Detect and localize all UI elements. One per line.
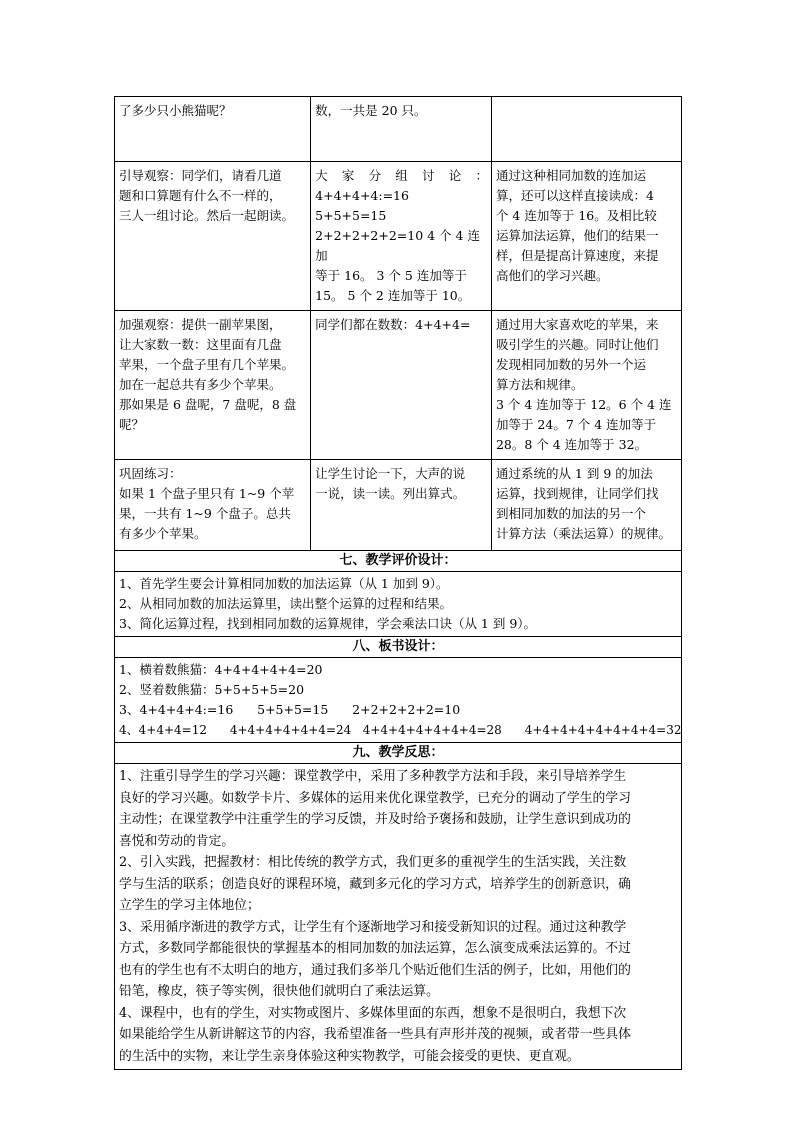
cell-line: 通过系统的从 1 到 9 的加法 xyxy=(495,466,653,481)
cell-line: 加在一起总共有多少个苹果。 xyxy=(119,377,282,392)
reflection-line: 1、注重引导学生的学习兴趣：课堂教学中，采用了多种教学方法和手段，来引导培养学生 xyxy=(119,769,627,784)
cell-line: 28。8 个 4 连加等于 32。 xyxy=(495,437,648,452)
section-8-title: 八、板书设计： xyxy=(115,637,682,658)
cell-line: 吸引学生的兴趣。同时让他们 xyxy=(495,337,659,352)
reflection-line: 学与生活的联系；创造良好的课程环境，藏到多元化的学习方式，培养学生的创新意识，确 xyxy=(119,876,631,892)
blackboard-design-cell xyxy=(115,658,682,743)
cell-line: 有多少个苹果。 xyxy=(119,526,207,541)
list-item: 3、4+4+4+4:=16 5+5+5=15 2+2+2+2+2=10 xyxy=(119,702,461,717)
design-intent-cell xyxy=(491,311,681,460)
reflection-line: 立学生的学习主体地位； xyxy=(119,898,260,913)
reflection-line: 喜悦和劳动的肯定。 xyxy=(119,833,235,849)
list-item: 2、竖着数熊猫：5+5+5+5=20 xyxy=(119,682,305,697)
evaluation-design-cell xyxy=(115,572,682,637)
table-row xyxy=(115,311,682,460)
cell-line: 同学们都在数数：4+4+4= xyxy=(315,317,471,332)
cell-line: 大 家 分 组 讨 论 ： xyxy=(315,168,488,183)
cell-line: 呢？ xyxy=(119,417,145,432)
list-item: 1、横着数熊猫：4+4+4+4+4=20 xyxy=(119,662,323,677)
design-intent-cell xyxy=(491,162,681,311)
cell-line: 个 4 连加等于 16。及相比较 xyxy=(495,208,657,223)
list-item: 3、简化运算过程，找到相同加数的运算规律，学会乘法口诀（从 1 到 9）。 xyxy=(119,616,537,631)
reflection-line: 也有的学生也有不太明白的地方，通过我们多举几个贴近他们生活的例子，比如，用他们的 xyxy=(119,962,631,978)
section-7-title: 七、教学评价设计： xyxy=(115,551,682,572)
cell-line: 苹果，一个盘子里有几个苹果。 xyxy=(119,357,295,372)
cell-line: 到相同加数的加法的另一个 xyxy=(495,506,646,521)
cell-line: 等于 16。 3 个 5 连加等于 xyxy=(315,268,467,283)
reflection-line: 良好的学习兴趣。如数学卡片、多媒体的运用来优化课堂教学，已充分的调动了学生的学习 xyxy=(119,790,631,806)
cell-line: 计算方法（乘法运算）的规律。 xyxy=(495,526,671,541)
reflection-line: 如果能给学生从新讲解这节的内容，我希望准备一些具有声形并茂的视频，或者带一些具体 xyxy=(119,1027,631,1042)
reflection-line: 的生活中的实物，来让学生亲身体验这种实物教学，可能会接受的更快、更直观。 xyxy=(119,1048,580,1064)
student-activity-cell xyxy=(311,162,492,311)
table-row xyxy=(115,460,682,551)
cell-line: 发现相同加数的另外一个运 xyxy=(495,357,646,372)
section-header-row xyxy=(115,743,682,764)
cell-line: 如果 1 个盘子里只有 1~9 个苹 xyxy=(119,486,295,501)
cell-line: 算，还可以这样直接读成：4 xyxy=(495,188,654,203)
section-body-row xyxy=(115,658,682,743)
table-row xyxy=(115,162,682,311)
list-item: 4、4+4+4=12 4+4+4+4+4+4=24 4+4+4+4+4+4+4=28 4+4+4+4+4+4+4+4=32 xyxy=(119,723,682,737)
cell-line: 高他们的学习兴趣。 xyxy=(495,268,609,283)
cell-line: 三人一组讨论。然后一起朗读。 xyxy=(119,208,295,223)
cell-line: 4+4+4+4:=16 xyxy=(315,188,409,203)
teacher-activity-cell xyxy=(115,97,311,162)
student-activity-cell xyxy=(311,97,492,162)
reflection-line: 铅笔，橡皮，筷子等实例，很快他们就明白了乘法运算。 xyxy=(119,984,439,999)
reflection-line: 4、课程中，也有的学生，对实物或图片、多媒体里面的东西，想象不是很明白，我想下次 xyxy=(119,1005,627,1021)
cell-line: 巩固练习： xyxy=(119,466,182,481)
cell-line: 数，一共是 20 只。 xyxy=(315,103,427,118)
cell-line: 3 个 4 连加等于 12。6 个 4 连 xyxy=(495,397,672,412)
teaching-reflection-cell xyxy=(115,764,682,1070)
cell-line: 15。 5 个 2 连加等于 10。 xyxy=(315,288,471,303)
student-activity-cell xyxy=(311,311,492,460)
reflection-line: 方式，多数同学都能很快的掌握基本的相同加数的加法运算，怎么演变成乘法运算的。不过 xyxy=(119,941,631,956)
cell-line: 运算，找到规律，让同学们找 xyxy=(495,486,659,501)
section-header-row xyxy=(115,551,682,572)
section-9-title: 九、教学反思： xyxy=(115,743,682,764)
cell-line: 通过用大家喜欢吃的苹果，来 xyxy=(495,317,659,332)
cell-line: 算方法和规律。 xyxy=(495,377,584,392)
cell-line: 了多少只小熊猫呢？ xyxy=(119,103,232,118)
section-body-row xyxy=(115,572,682,637)
cell-line: 运算加法运算，他们的结果一 xyxy=(495,228,659,243)
section-header-row xyxy=(115,637,682,658)
cell-line: 5+5+5=15 xyxy=(315,208,387,223)
lesson-plan-table xyxy=(114,96,682,1070)
section-body-row xyxy=(115,764,682,1070)
cell-line: 果，一共有 1~9 个盘子。总共 xyxy=(119,506,291,521)
cell-line: 加等于 24。7 个 4 连加等于 xyxy=(495,417,657,432)
design-intent-cell xyxy=(491,97,681,162)
cell-line: 题和口算题有什么不一样的， xyxy=(119,188,282,203)
list-item: 1、首先学生要会计算相同加数的加法运算（从 1 加到 9）。 xyxy=(119,576,449,591)
teacher-activity-cell xyxy=(115,311,311,460)
cell-line: 通过这种相同加数的连加运 xyxy=(495,168,646,183)
lesson-plan-page xyxy=(114,96,682,1070)
cell-line: 2+2+2+2+2=10 4 个 4 连加 xyxy=(315,228,480,263)
cell-line: 一说，读一读。列出算式。 xyxy=(315,486,466,501)
reflection-line: 主动性；在课堂教学中注重学生的学习反馈，并及时给予褒扬和鼓励，让学生意识到成功的 xyxy=(119,812,631,827)
cell-line: 让大家数一数：这里面有几盘 xyxy=(119,337,282,352)
list-item: 2、从相同加数的加法运算里，读出整个运算的过程和结果。 xyxy=(119,596,452,611)
reflection-line: 3、采用循序渐进的教学方式，让学生有个逐渐地学习和接受新知识的过程。通过这种教学 xyxy=(119,919,627,935)
student-activity-cell xyxy=(311,460,492,551)
teacher-activity-cell xyxy=(115,162,311,311)
cell-line: 引导观察：同学们，请看几道 xyxy=(119,168,282,183)
table-row xyxy=(115,97,682,162)
cell-line: 那如果是 6 盘呢，7 盘呢，8 盘 xyxy=(119,397,297,412)
cell-line: 样，但是提高计算速度，来提 xyxy=(495,248,659,263)
cell-line: 让学生讨论一下，大声的说 xyxy=(315,466,466,481)
reflection-line: 2、引入实践，把握教材：相比传统的教学方式，我们更多的重视学生的生活实践，关注数 xyxy=(119,855,627,870)
teacher-activity-cell xyxy=(115,460,311,551)
cell-line: 加强观察：提供一副苹果图， xyxy=(119,317,282,332)
design-intent-cell xyxy=(491,460,681,551)
